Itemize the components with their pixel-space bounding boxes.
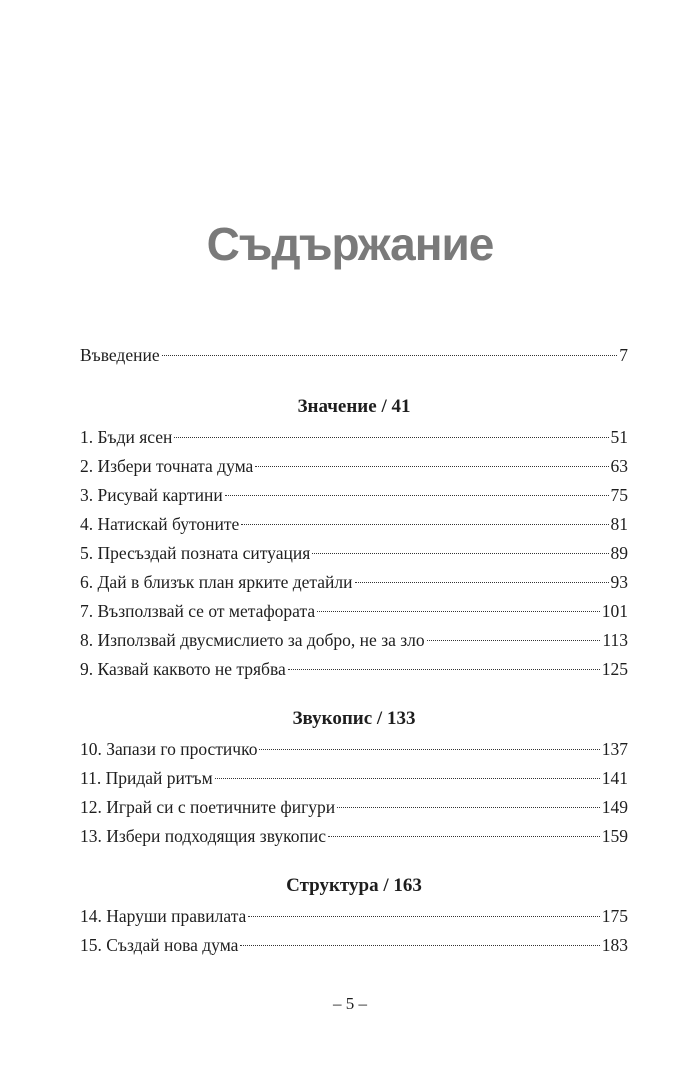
toc-entry-label: 12. Играй си с поетичните фигури <box>80 797 336 817</box>
toc-sections <box>80 370 628 960</box>
toc-entry-page: 75 <box>610 485 628 505</box>
toc-entry[interactable] <box>80 423 628 452</box>
page-title: Съдържание <box>206 218 494 270</box>
dot-leader <box>240 945 599 946</box>
toc-entry-label: 1. Бъди ясен <box>80 427 173 447</box>
toc-entry-label: 6. Дай в близък план ярките детайли <box>80 572 353 592</box>
toc-entry[interactable] <box>80 793 628 822</box>
toc-entry-page: 149 <box>601 797 628 817</box>
toc-entry[interactable] <box>80 822 628 851</box>
toc-entry[interactable] <box>80 655 628 684</box>
toc-entry-page: 89 <box>610 543 628 563</box>
toc-entry[interactable] <box>80 481 628 510</box>
dot-leader <box>255 466 608 467</box>
dot-leader <box>225 495 609 496</box>
toc-entry[interactable] <box>80 764 628 793</box>
toc-entry-page: 7 <box>619 345 628 365</box>
dot-leader <box>312 553 608 554</box>
toc-entry-intro[interactable] <box>80 341 628 370</box>
toc-entry[interactable] <box>80 539 628 568</box>
toc-entry[interactable] <box>80 931 628 960</box>
toc-entry[interactable] <box>80 452 628 481</box>
toc-entry-label: 3. Рисувай картини <box>80 485 223 505</box>
dot-leader <box>241 524 608 525</box>
toc-entry[interactable] <box>80 626 628 655</box>
toc-entry-page: 183 <box>601 935 628 955</box>
toc-entry-page: 113 <box>602 630 628 650</box>
dot-leader <box>355 582 609 583</box>
toc-entry-label: 8. Използвай двусмислието за добро, не за зло <box>80 630 425 650</box>
toc-entry-page: 93 <box>610 572 628 592</box>
dot-leader <box>328 836 600 837</box>
dot-leader <box>162 355 618 356</box>
toc-entry-label: Въведение <box>80 345 160 365</box>
dot-leader <box>215 778 600 779</box>
toc-entry-label: 5. Пресъздай позната ситуация <box>80 543 311 563</box>
toc-entry-page: 101 <box>601 601 628 621</box>
toc-entry[interactable] <box>80 735 628 764</box>
section-heading: Звукопис / 133 <box>292 708 416 729</box>
dot-leader <box>427 640 601 641</box>
toc-entry-label: 4. Натискай бутоните <box>80 514 240 534</box>
table-of-contents <box>80 341 628 960</box>
dot-leader <box>288 669 600 670</box>
toc-entry-label: 7. Възползвай се от метафората <box>80 601 316 621</box>
section-heading: Структура / 163 <box>286 875 422 896</box>
toc-entry-page: 159 <box>601 826 628 846</box>
toc-entry-page: 175 <box>601 906 628 926</box>
toc-entry-page: 137 <box>601 739 628 759</box>
toc-entry-label: 2. Избери точната дума <box>80 456 254 476</box>
dot-leader <box>174 437 608 438</box>
toc-entry-label: 11. Придай ритъм <box>80 768 213 788</box>
toc-entry-label: 14. Наруши правилата <box>80 906 247 926</box>
toc-entry-label: 10. Запази го простичко <box>80 739 258 759</box>
toc-entry[interactable] <box>80 597 628 626</box>
toc-entry[interactable] <box>80 510 628 539</box>
toc-entry-page: 125 <box>601 659 628 679</box>
dot-leader <box>248 916 599 917</box>
toc-entry-label: 13. Избери подходящия звукопис <box>80 826 326 846</box>
page-number: – 5 – <box>333 994 367 1013</box>
toc-entry-label: 15. Създай нова дума <box>80 935 239 955</box>
dot-leader <box>337 807 600 808</box>
dot-leader <box>317 611 600 612</box>
toc-entry[interactable] <box>80 568 628 597</box>
toc-entry-label: 9. Казвай каквото не трябва <box>80 659 286 679</box>
toc-entry[interactable] <box>80 902 628 931</box>
toc-entry-page: 51 <box>610 427 628 447</box>
toc-entry-page: 141 <box>601 768 628 788</box>
dot-leader <box>259 749 599 750</box>
section-heading: Значение / 41 <box>297 396 411 417</box>
toc-entry-page: 63 <box>610 456 628 476</box>
toc-entry-page: 81 <box>610 514 628 534</box>
